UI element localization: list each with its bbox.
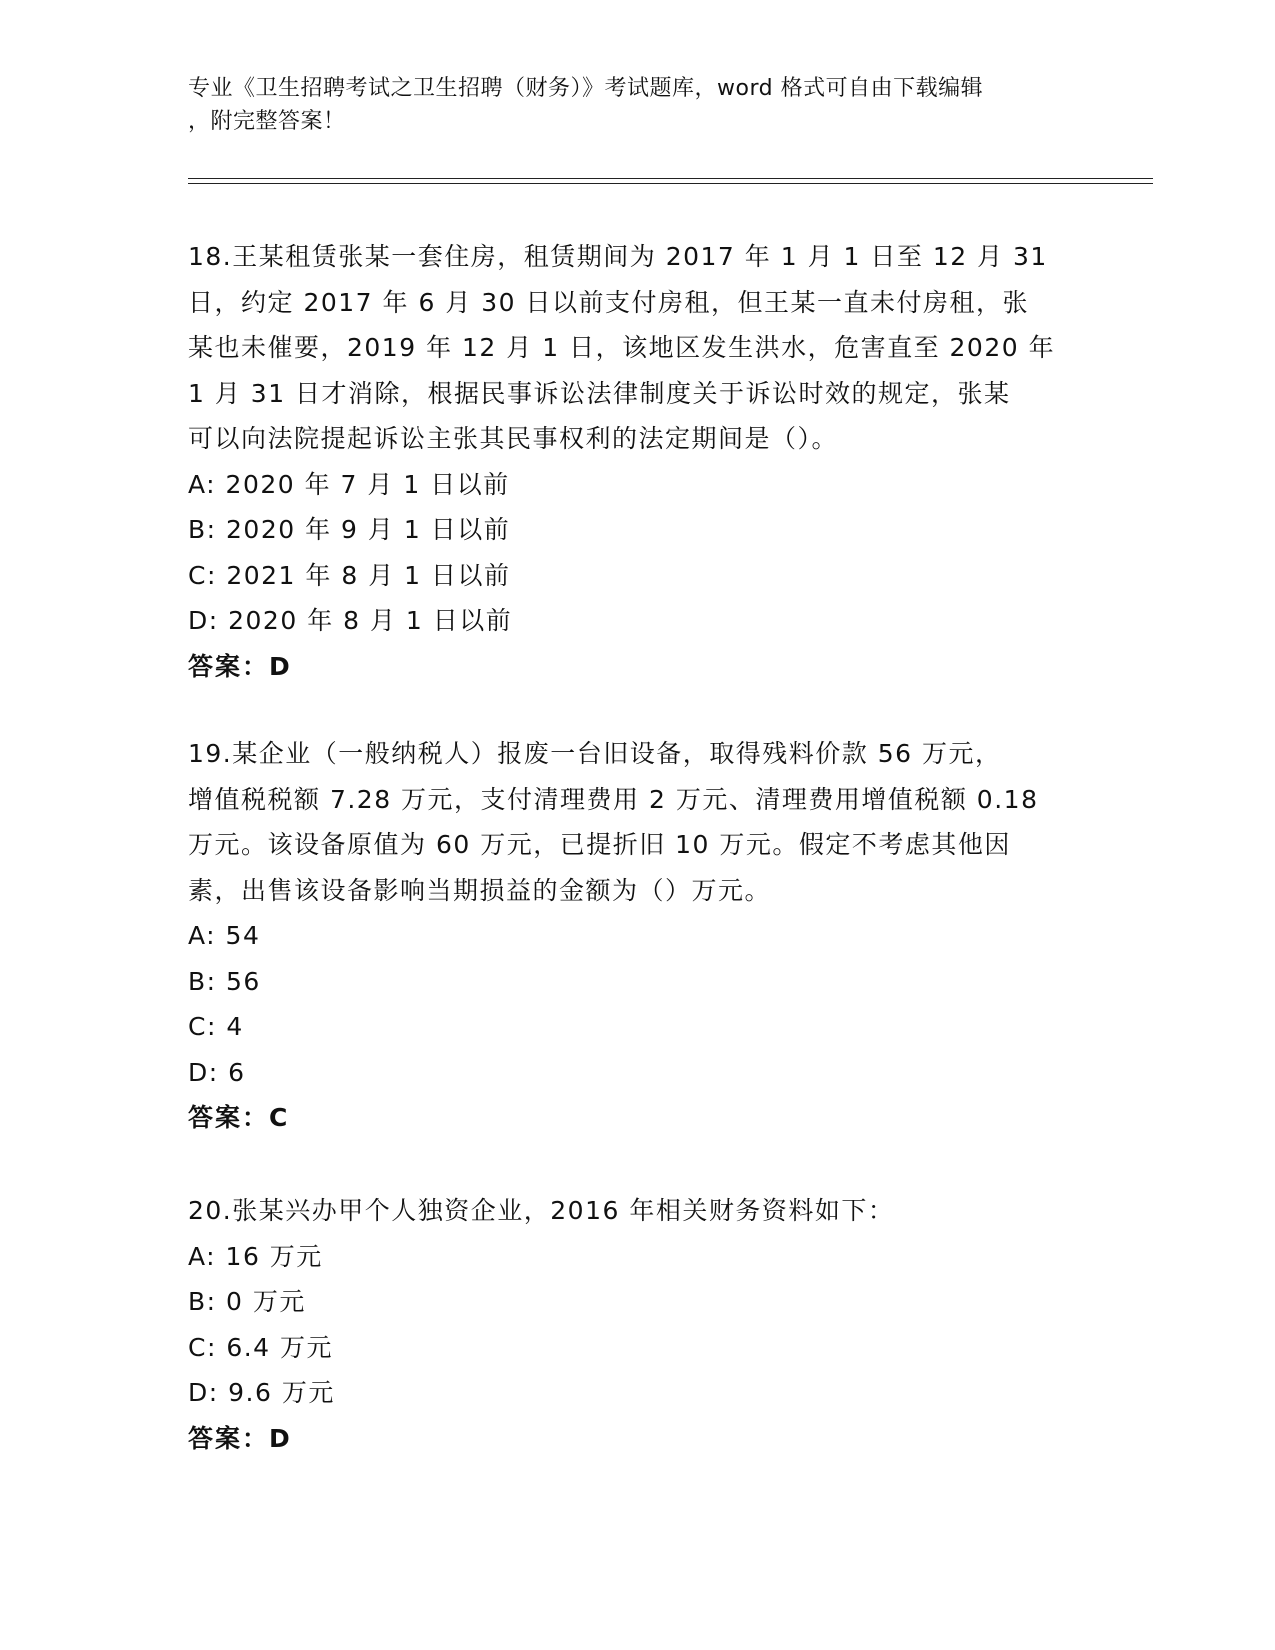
option-c: C: 2021 年 8 月 1 日以前	[188, 560, 511, 590]
option-b: B: 0 万元	[188, 1287, 306, 1316]
stem-line: 日，约定 2017 年 6 月 30 日以前支付房租，但王某一直未付房租，张	[188, 287, 1030, 317]
question-19	[188, 731, 1088, 1141]
stem-line: 某也未催要，2019 年 12 月 1 日，该地区发生洪水，危害直至 2020 年	[188, 333, 1056, 362]
stem-line: 20.张某兴办甲个人独资企业，2016 年相关财务资料如下：	[188, 1196, 895, 1225]
stem-line: 万元。该设备原值为 60 万元，已提折旧 10 万元。假定不考虑其他因	[188, 830, 1011, 859]
question-18	[188, 234, 1088, 689]
option-b: B: 56	[188, 966, 261, 996]
stem-line: 19.某企业（一般纳税人）报废一台旧设备，取得残料价款 56 万元，	[188, 739, 1002, 768]
stem-line: 1 月 31 日才消除，根据民事诉讼法律制度关于诉讼时效的规定，张某	[188, 378, 1011, 408]
document-header	[188, 72, 1068, 138]
stem-line: 18.王某租赁张某一套住房，租赁期间为 2017 年 1 月 1 日至 12 月 31	[188, 242, 1048, 271]
question-stem	[188, 234, 1088, 462]
stem-line: 素，出售该设备影响当期损益的金额为（）万元。	[188, 875, 772, 905]
answer-label: 答案：D	[188, 651, 292, 681]
option-a: A: 54	[188, 921, 261, 950]
option-c: C: 4	[188, 1012, 244, 1041]
question-stem	[188, 731, 1088, 913]
header-divider-bottom	[188, 183, 1153, 184]
stem-line: 增值税税额 7.28 万元，支付清理费用 2 万元、清理费用增值税额 0.18	[188, 784, 1039, 814]
question-20	[188, 1188, 1088, 1461]
header-divider-top	[188, 178, 1153, 179]
option-b: B: 2020 年 9 月 1 日以前	[188, 515, 511, 544]
option-a: A: 16 万元	[188, 1241, 323, 1271]
option-d: D: 2020 年 8 月 1 日以前	[188, 606, 513, 635]
header-line-1: 专业《卫生招聘考试之卫生招聘（财务）》考试题库，word 格式可自由下载编辑	[188, 76, 984, 101]
answer-label: 答案：D	[188, 1423, 292, 1453]
option-d: D: 9.6 万元	[188, 1378, 335, 1407]
option-d: D: 6	[188, 1057, 246, 1087]
option-c: C: 6.4 万元	[188, 1332, 334, 1362]
stem-line: 可以向法院提起诉讼主张其民事权利的法定期间是（）。	[188, 424, 839, 453]
option-a: A: 2020 年 7 月 1 日以前	[188, 469, 510, 499]
header-line-2: ，附完整答案！	[188, 109, 346, 134]
question-stem	[188, 1188, 1088, 1234]
answer-label: 答案：C	[188, 1103, 290, 1132]
